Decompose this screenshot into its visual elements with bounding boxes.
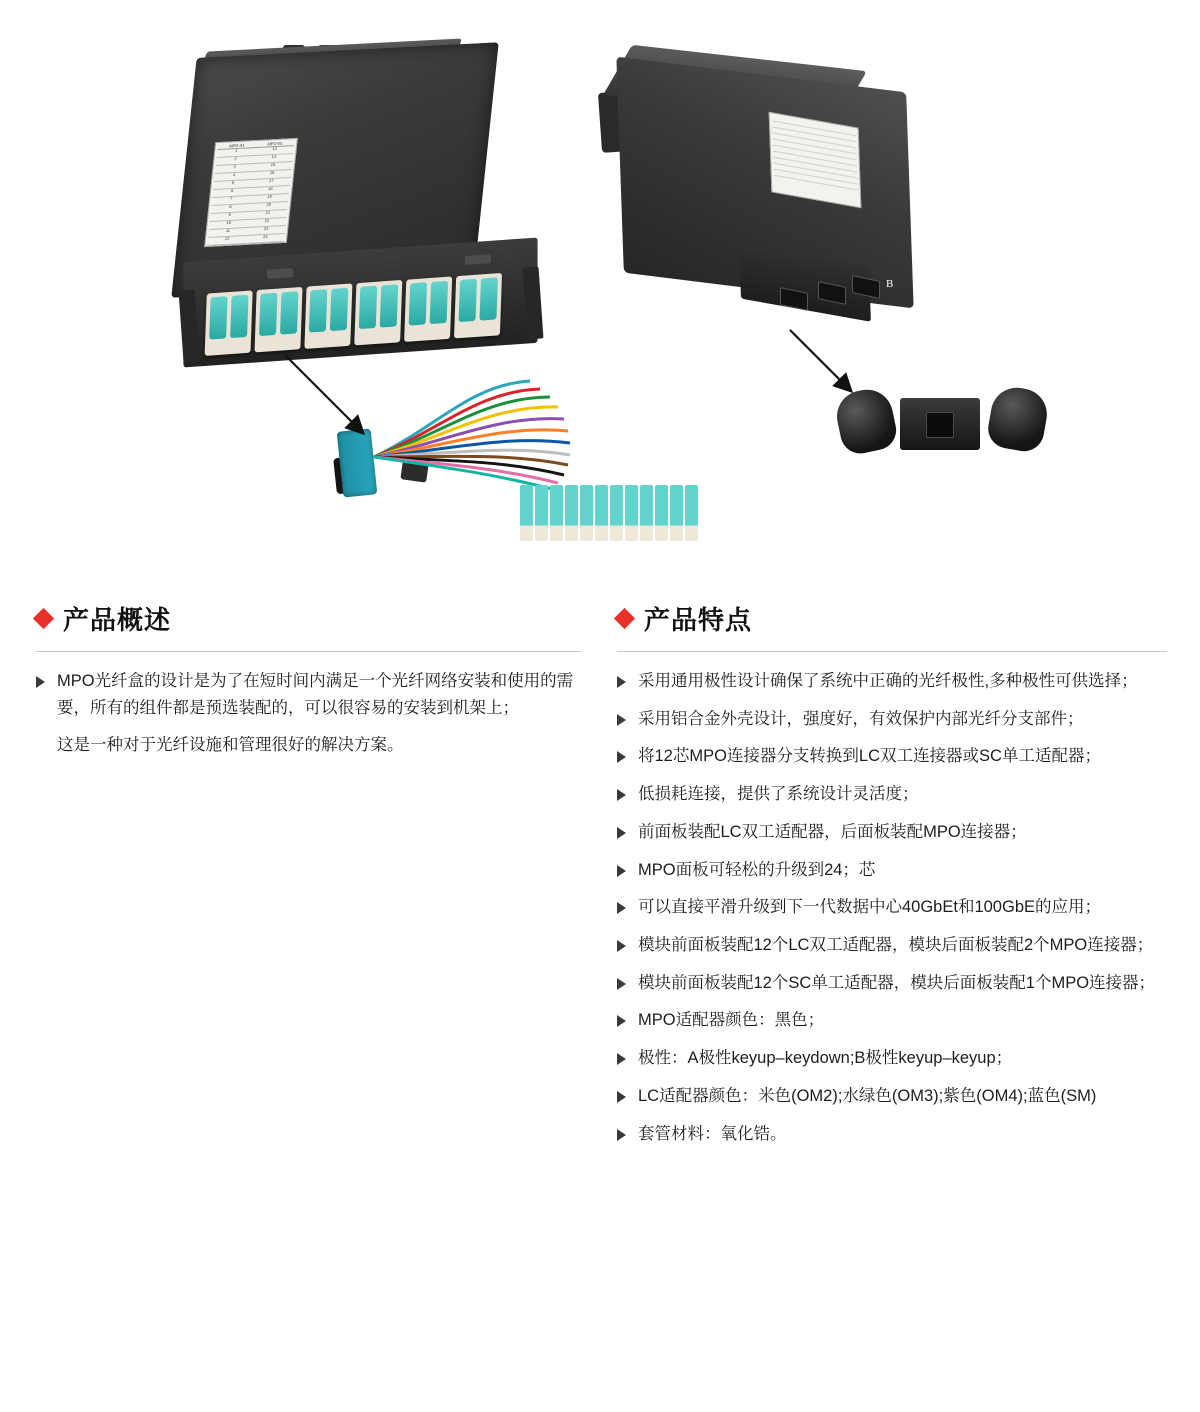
mpo-adapter: [900, 398, 980, 450]
list-item: [36, 732, 581, 759]
triangle-bullet-icon: [617, 1015, 626, 1027]
label-cell: 2: [216, 156, 255, 166]
feature-item-text: MPO适配器颜色：黑色；: [638, 1011, 825, 1030]
feature-item-text: 前面板装配LC双工适配器，后面板装配MPO连接器；: [638, 822, 1027, 841]
label-cell: 18: [251, 186, 290, 196]
triangle-bullet-icon: [617, 978, 626, 990]
lc-connector: [685, 485, 698, 541]
features-heading: [617, 600, 1167, 651]
lc-duplex-adapter: [354, 280, 402, 346]
mpo-lc-cassette-rear: [600, 40, 930, 360]
feature-item-text: 采用铝合金外壳设计，强度好，有效保护内部光纤分支部件；: [638, 709, 1084, 728]
list-item: [617, 668, 1167, 695]
product-image-area: [0, 0, 1200, 590]
lc-duplex-adapter: [304, 283, 352, 349]
lc-duplex-adapter: [404, 276, 452, 342]
triangle-bullet-icon: [617, 1091, 626, 1103]
label-cell: 19: [250, 194, 289, 204]
diamond-bullet-icon: [614, 608, 635, 629]
list-item: [617, 743, 1167, 770]
overview-heading: [36, 600, 581, 651]
feature-item-text: 低损耗连接，提供了系统设计灵活度；: [638, 785, 919, 804]
list-item: [617, 1045, 1167, 1072]
list-item: [617, 970, 1167, 997]
list-item: [36, 668, 581, 721]
feature-item-text: MPO面板可轻松的升级到24；芯: [638, 860, 876, 879]
label-cell: 8: [211, 204, 250, 214]
label-cell: 14: [254, 154, 293, 164]
label-cell: 21: [248, 210, 287, 220]
triangle-bullet-icon: [36, 676, 45, 688]
triangle-bullet-icon: [617, 902, 626, 914]
label-cell: 6: [212, 188, 251, 198]
section-divider: [36, 651, 581, 652]
lc-connector: [670, 485, 683, 541]
diamond-bullet-icon: [33, 608, 54, 629]
feature-item-text: 模块前面板装配12个LC双工适配器，模块后面板装配2个MPO连接器；: [638, 936, 1154, 955]
label-cell: 23: [246, 226, 285, 236]
plate-screw-icon: [465, 254, 492, 265]
triangle-bullet-icon: [617, 751, 626, 763]
label-cell: 3: [215, 164, 254, 174]
overview-title: 产品概述: [63, 605, 172, 635]
section-divider: [617, 651, 1167, 652]
triangle-bullet-icon: [617, 865, 626, 877]
feature-item-text: 极性：A极性keyup–keydown;B极性keyup–keyup；: [638, 1049, 1013, 1068]
features-title: 产品特点: [644, 605, 753, 635]
label-cell: 16: [252, 170, 291, 180]
lc-connector: [535, 485, 548, 541]
mpo-lc-cassette-front: [175, 45, 555, 375]
label-cell: 1: [217, 148, 256, 158]
cassette-label-card: [769, 112, 862, 209]
triangle-bullet-icon: [617, 827, 626, 839]
triangle-bullet-icon: [617, 789, 626, 801]
feature-item-text: 模块前面板装配12个SC单工适配器，模块后面板装配1个MPO连接器；: [638, 973, 1156, 992]
list-item: [617, 1083, 1167, 1110]
label-cell: 13: [255, 146, 294, 156]
lc-connector: [520, 485, 533, 541]
mpo-fanout-pigtail: [330, 345, 660, 565]
list-item: [617, 1121, 1167, 1148]
cassette-label-card: [204, 138, 298, 247]
port-label-a: A: [752, 302, 760, 314]
mpo-adapter-with-dust-caps: [830, 370, 1060, 480]
dust-cap-left: [832, 385, 900, 457]
lc-connector: [595, 485, 608, 541]
lc-connector-fanout: [520, 485, 698, 541]
lc-connector: [565, 485, 578, 541]
list-item: [617, 781, 1167, 808]
triangle-bullet-icon: [617, 676, 626, 688]
label-cell: 17: [251, 178, 290, 188]
overview-item-text: 这是一种对于光纤设施和管理很好的解决方案。: [57, 736, 404, 755]
feature-item-text: 将12芯MPO连接器分支转换到LC双工连接器或SC单工适配器；: [638, 747, 1101, 766]
feature-item-text: 采用通用极性设计确保了系统中正确的光纤极性,多种极性可供选择；: [638, 672, 1138, 690]
features-list: [617, 668, 1167, 1147]
list-item: [617, 932, 1167, 959]
label-cell: 22: [247, 218, 286, 228]
label-cell: 7: [212, 196, 251, 206]
triangle-bullet-icon: [617, 940, 626, 952]
feature-item-text: 套管材料：氧化锆。: [638, 1124, 787, 1143]
overview-item-text: MPO光纤盒的设计是为了在短时间内满足一个光纤网络安装和使用的需要，所有的组件都是预选装配的，可以很容易的安装到机架上；: [57, 672, 574, 717]
lc-connector: [625, 485, 638, 541]
lc-duplex-adapter: [254, 287, 302, 353]
port-label-b: B: [886, 278, 894, 290]
overview-list: [36, 668, 581, 759]
label-card-header-a: MPO-A1: [228, 142, 245, 149]
lc-connector: [610, 485, 623, 541]
label-cell: 4: [214, 172, 253, 182]
triangle-bullet-icon: [617, 1129, 626, 1141]
dust-cap-right: [985, 384, 1051, 455]
list-item: [617, 819, 1167, 846]
plate-screw-icon: [267, 268, 294, 279]
list-item: [617, 857, 1167, 884]
product-overview-section: [36, 600, 581, 770]
label-card-header-b: MPO-B1: [267, 140, 284, 147]
lc-connector: [655, 485, 668, 541]
label-cell: 5: [213, 180, 252, 190]
product-features-section: [617, 600, 1167, 1158]
label-cell: 24: [246, 234, 285, 244]
feature-item-text: 可以直接平滑升级到下一代数据中心40GbEt和100GbE的应用；: [638, 898, 1101, 917]
label-cell: 9: [210, 212, 249, 222]
list-item: [617, 894, 1167, 921]
label-cell: 10: [209, 220, 248, 230]
label-cell: 12: [207, 236, 246, 246]
label-cell: 15: [253, 162, 292, 172]
list-item: [617, 706, 1167, 733]
lc-connector: [640, 485, 653, 541]
label-cell: 11: [208, 228, 247, 238]
triangle-bullet-icon: [617, 714, 626, 726]
lc-connector: [550, 485, 563, 541]
label-cell: 20: [249, 202, 288, 212]
lc-duplex-adapter: [454, 273, 502, 339]
triangle-bullet-icon: [617, 1053, 626, 1065]
lc-connector: [580, 485, 593, 541]
lc-duplex-adapter: [205, 290, 253, 356]
list-item: [617, 1007, 1167, 1034]
feature-item-text: LC适配器颜色：米色(OM2);水绿色(OM3);紫色(OM4);蓝色(SM): [638, 1086, 1097, 1105]
content-area: [0, 600, 1200, 1410]
